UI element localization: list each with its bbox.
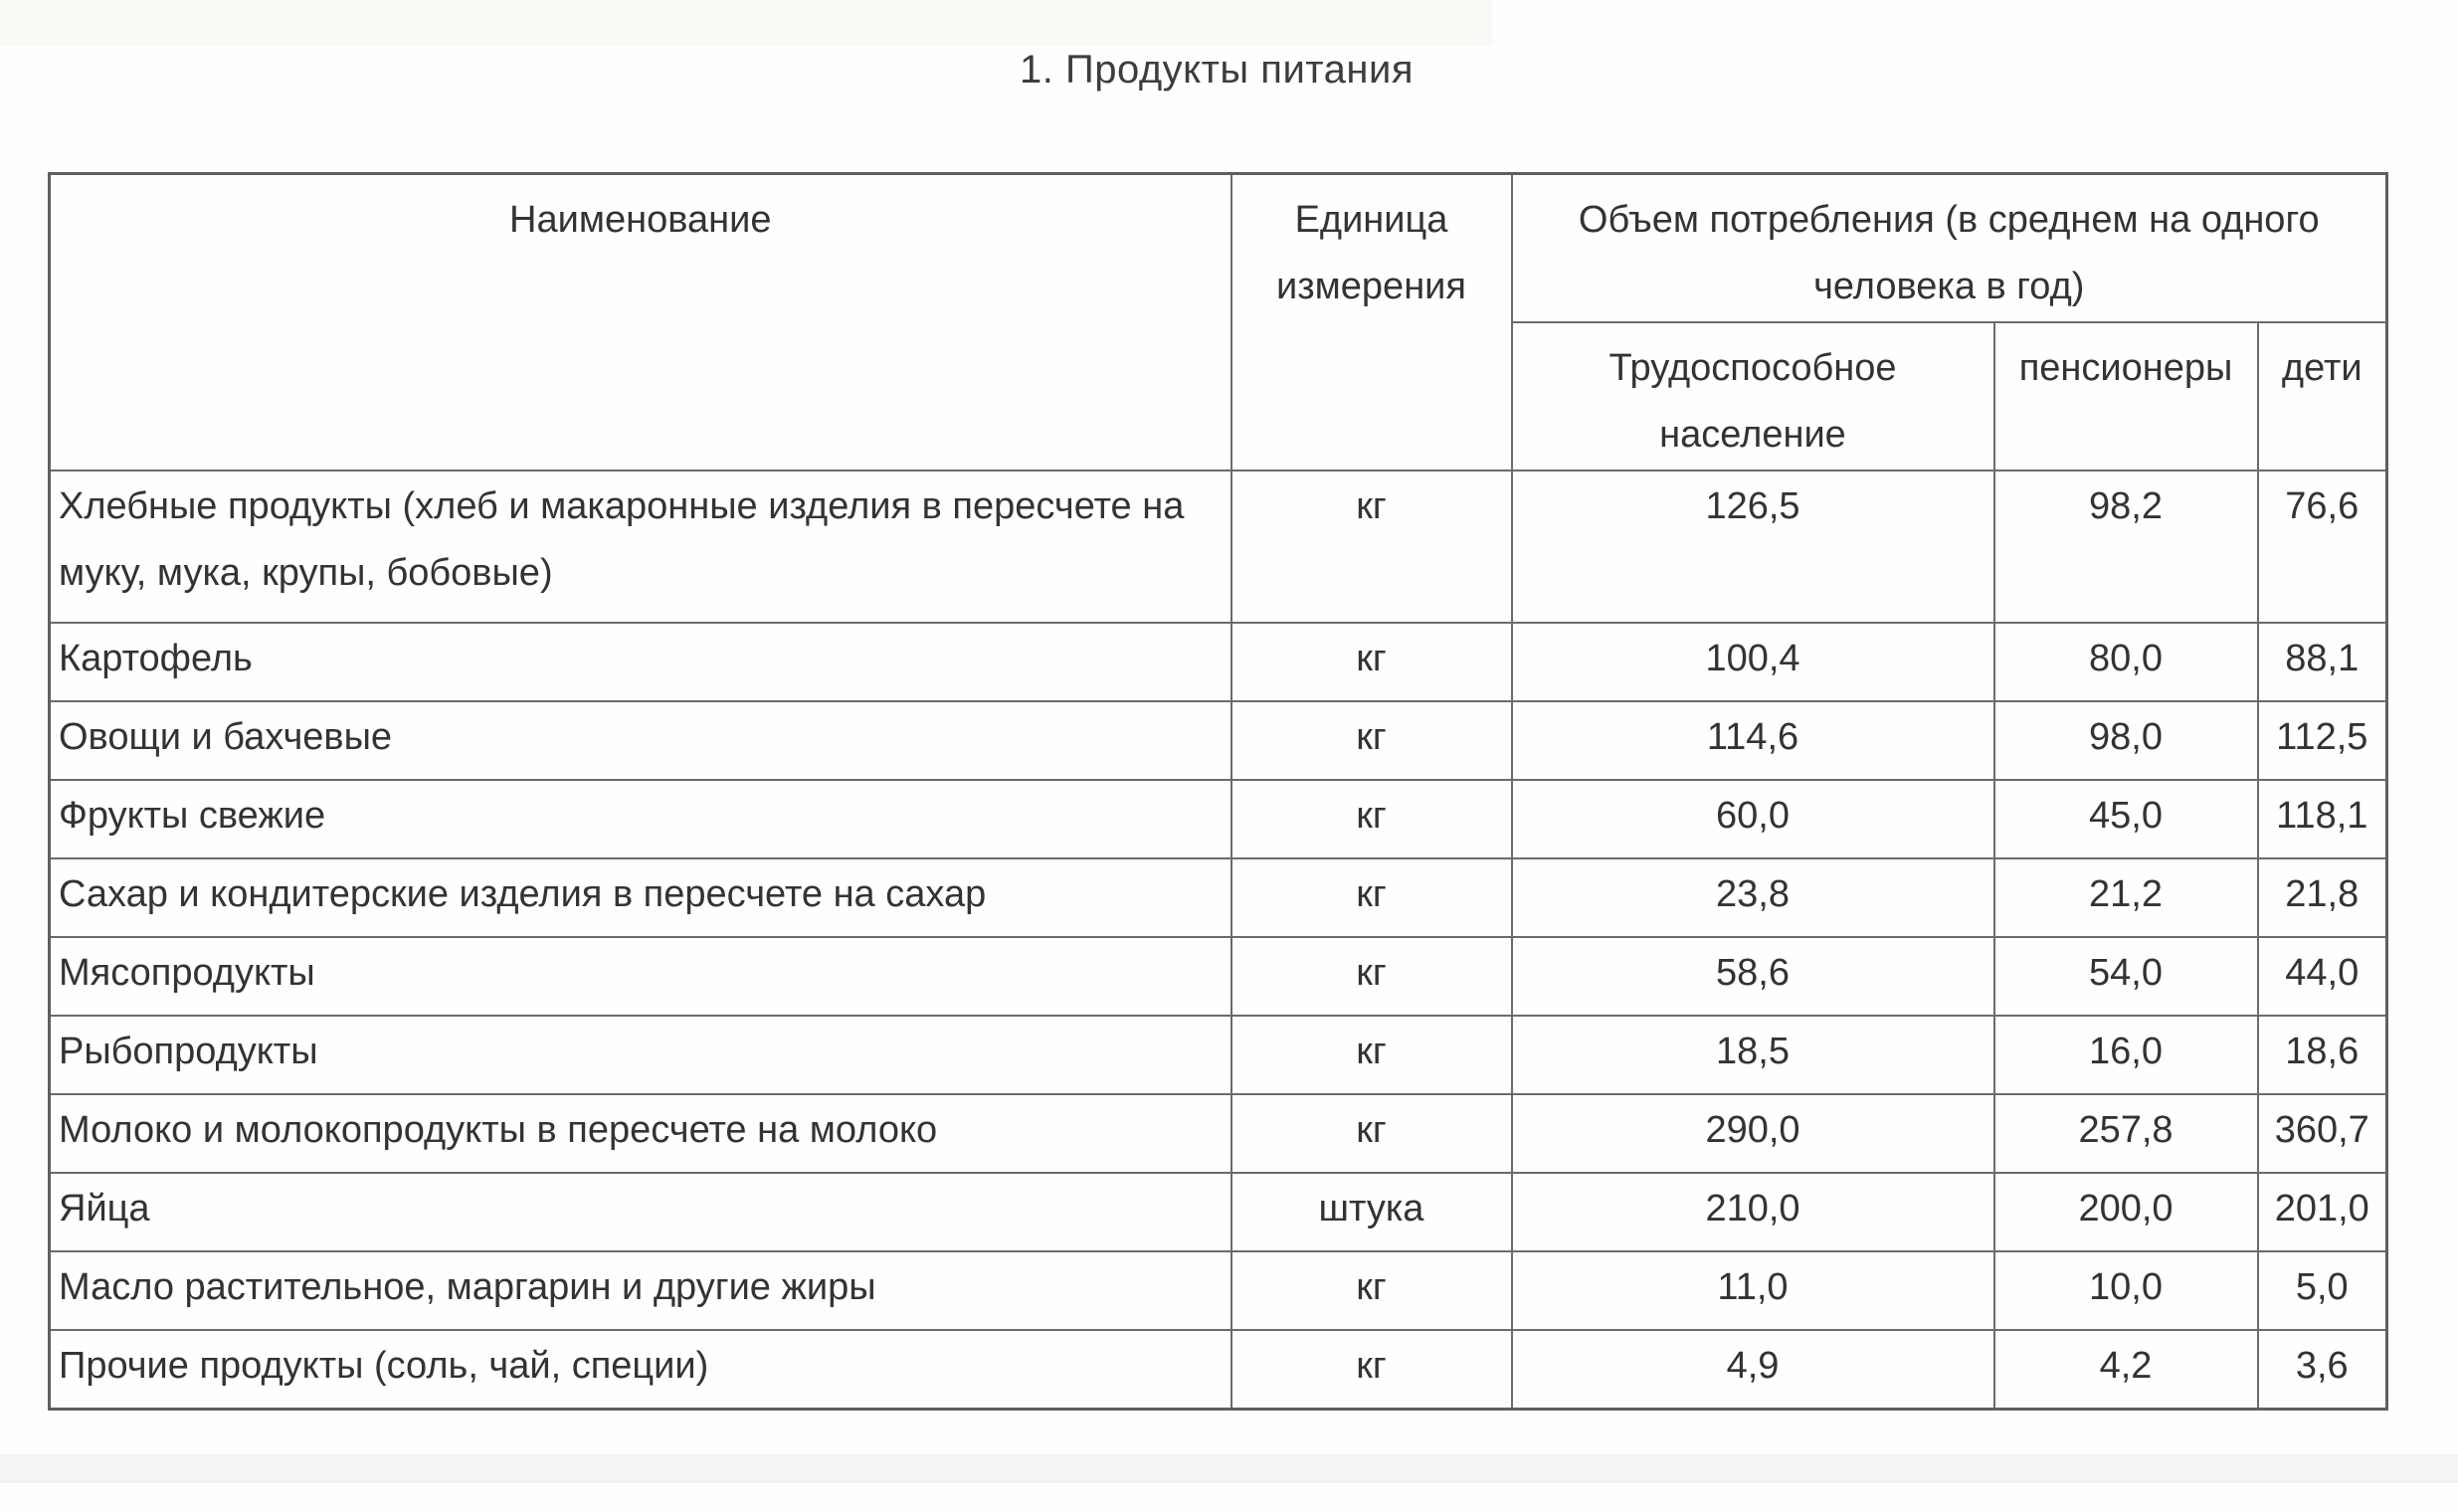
cell-children: 3,6 (2258, 1330, 2387, 1409)
table-row (50, 623, 2387, 701)
header-group-pensioners: пенсионеры (1994, 322, 2258, 471)
cell-pensioners: 4,2 (1994, 1330, 2258, 1409)
cell-unit: кг (1231, 858, 1512, 937)
cell-pensioners: 45,0 (1994, 780, 2258, 858)
table-title: 1. Продукты питания (1019, 48, 1415, 92)
header-unit: Единица измерения (1231, 174, 1512, 472)
cell-pensioners: 257,8 (1994, 1094, 2258, 1173)
cell-children: 118,1 (2258, 780, 2387, 858)
cell-working: 23,8 (1512, 858, 1994, 937)
cell-product-name: Сахар и кондитерские изделия в пересчете на сахар (50, 858, 1231, 937)
cell-unit: кг (1231, 780, 1512, 858)
table-row (50, 937, 2387, 1016)
cell-product-name: Рыбопродукты (50, 1016, 1231, 1094)
cell-pensioners: 98,2 (1994, 471, 2258, 623)
cell-working: 18,5 (1512, 1016, 1994, 1094)
header-consumption: Объем потребления (в среднем на одного человека в год) (1512, 174, 2387, 323)
header-row-1 (50, 174, 2387, 323)
cell-unit: кг (1231, 1251, 1512, 1330)
page-top-margin (0, 0, 1492, 46)
cell-pensioners: 80,0 (1994, 623, 2258, 701)
cell-working: 58,6 (1512, 937, 1994, 1016)
cell-working: 11,0 (1512, 1251, 1994, 1330)
cell-children: 112,5 (2258, 701, 2387, 780)
cell-pensioners: 200,0 (1994, 1173, 2258, 1251)
header-name: Наименование (50, 174, 1231, 472)
table-row (50, 1251, 2387, 1330)
cell-product-name: Прочие продукты (соль, чай, специи) (50, 1330, 1231, 1409)
table-row (50, 471, 2387, 623)
page-bottom-band (0, 1454, 2458, 1483)
cell-unit: штука (1231, 1173, 1512, 1251)
cell-children: 88,1 (2258, 623, 2387, 701)
cell-working: 4,9 (1512, 1330, 1994, 1409)
cell-working: 60,0 (1512, 780, 1994, 858)
cell-product-name: Молоко и молокопродукты в пересчете на молоко (50, 1094, 1231, 1173)
cell-unit: кг (1231, 471, 1512, 623)
food-products-table (48, 172, 2388, 1411)
cell-working: 210,0 (1512, 1173, 1994, 1251)
cell-product-name: Картофель (50, 623, 1231, 701)
cell-unit: кг (1231, 1016, 1512, 1094)
table-row (50, 1330, 2387, 1409)
cell-children: 18,6 (2258, 1016, 2387, 1094)
cell-product-name: Яйца (50, 1173, 1231, 1251)
table-row (50, 701, 2387, 780)
cell-children: 21,8 (2258, 858, 2387, 937)
cell-children: 76,6 (2258, 471, 2387, 623)
cell-product-name: Хлебные продукты (хлеб и макаронные изделия в пересчете на муку, мука, крупы, бобовые) (50, 471, 1231, 623)
header-group-children: дети (2258, 322, 2387, 471)
cell-children: 44,0 (2258, 937, 2387, 1016)
cell-working: 100,4 (1512, 623, 1994, 701)
cell-unit: кг (1231, 1330, 1512, 1409)
cell-children: 5,0 (2258, 1251, 2387, 1330)
cell-unit: кг (1231, 623, 1512, 701)
cell-pensioners: 21,2 (1994, 858, 2258, 937)
cell-pensioners: 98,0 (1994, 701, 2258, 780)
table-row (50, 780, 2387, 858)
cell-working: 114,6 (1512, 701, 1994, 780)
cell-product-name: Мясопродукты (50, 937, 1231, 1016)
table-row (50, 1173, 2387, 1251)
cell-children: 201,0 (2258, 1173, 2387, 1251)
cell-product-name: Масло растительное, маргарин и другие жиры (50, 1251, 1231, 1330)
cell-pensioners: 10,0 (1994, 1251, 2258, 1330)
cell-pensioners: 16,0 (1994, 1016, 2258, 1094)
header-group-working: Трудоспособное население (1512, 322, 1994, 471)
cell-product-name: Овощи и бахчевые (50, 701, 1231, 780)
cell-unit: кг (1231, 1094, 1512, 1173)
table-row (50, 1094, 2387, 1173)
cell-children: 360,7 (2258, 1094, 2387, 1173)
cell-product-name: Фрукты свежие (50, 780, 1231, 858)
cell-working: 290,0 (1512, 1094, 1994, 1173)
cell-unit: кг (1231, 701, 1512, 780)
cell-unit: кг (1231, 937, 1512, 1016)
cell-working: 126,5 (1512, 471, 1994, 623)
table-row (50, 858, 2387, 937)
table-row (50, 1016, 2387, 1094)
cell-pensioners: 54,0 (1994, 937, 2258, 1016)
